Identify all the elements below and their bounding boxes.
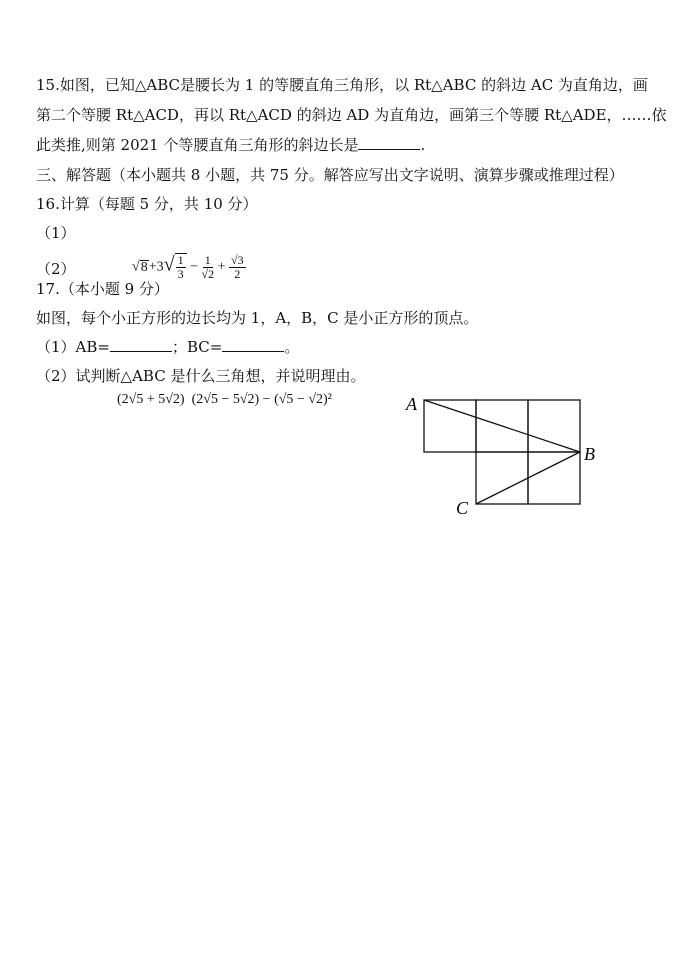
- q16-title: 16.计算（每题 5 分，共 10 分）: [36, 195, 258, 213]
- q15-line-2: 第二个等腰 Rt△ACD，再以 Rt△ACD 的斜边 AD 为直角边，画第三个等腰 Rt△ADE，……依: [36, 106, 667, 124]
- formula-b: (2√5 − 5√2) − (√5 − √2)²: [191, 392, 332, 407]
- label-b: B: [584, 444, 595, 464]
- q15-line-3-text: 此类推,则第 2021 个等腰直角三角形的斜边长是: [36, 136, 359, 154]
- q17-bc-label: ；BC=: [171, 338, 223, 356]
- formula-op-1: +3: [148, 259, 164, 275]
- fraction-root3-over-2: $\frac{√3}{2}$: [230, 253, 244, 281]
- q17-title: 17.（本小题 9 分）: [36, 280, 169, 298]
- bc-answer-blank[interactable]: [222, 337, 284, 352]
- q17-intro: 如图，每个小正方形的边长均为 1，A，B，C 是小正方形的顶点。: [36, 309, 479, 327]
- q15-line-1: 15.如图，已知△ABC是腰长为 1 的等腰直角三角形，以 Rt△ABC 的斜边 AC 为直角边，画: [36, 76, 648, 94]
- formula-op-3: +: [217, 259, 226, 275]
- q17-part-1-end: 。: [284, 338, 300, 356]
- section-3-heading: 三、解答题（本小题共 8 小题，共 75 分。解答应写出文字说明、演算步骤或推理过程）: [36, 166, 624, 184]
- q17-part-1: [36, 337, 299, 357]
- grid-square: [424, 400, 476, 452]
- grid-figure: [400, 388, 620, 518]
- answer-blank[interactable]: [358, 135, 420, 150]
- q17-part-2: （2）试判断△ABC 是什么三角想，并说明理由。: [36, 367, 366, 385]
- grid-square: [528, 400, 580, 452]
- ab-answer-blank[interactable]: [110, 337, 172, 352]
- q16-formula-1: [117, 392, 332, 408]
- q15-line-3: [36, 135, 425, 155]
- formula-op-2: −: [190, 259, 198, 275]
- grid-square: [476, 452, 528, 504]
- q16-formula-2: √8+3√ $\frac{1}{3}$ − $\frac{1}{√2}$ + $\frac{√3}{2}$: [132, 253, 244, 281]
- label-c: C: [456, 498, 469, 518]
- q16-part-1-label: （1）: [36, 224, 76, 242]
- segment-ab: [424, 400, 580, 452]
- q17-ab-label: （1）AB=: [36, 338, 110, 356]
- sqrt-8: 8: [140, 259, 148, 275]
- formula-a: (2√5 + 5√2): [117, 392, 185, 407]
- grid-square: [528, 452, 580, 504]
- q15-period: .: [420, 136, 426, 154]
- fraction-1-over-root2: $\frac{1}{√2}$: [201, 253, 215, 281]
- label-a: A: [406, 394, 417, 414]
- sqrt-fraction: $\frac{1}{3}$: [175, 253, 187, 281]
- q16-part-2-label: （2）: [36, 260, 76, 278]
